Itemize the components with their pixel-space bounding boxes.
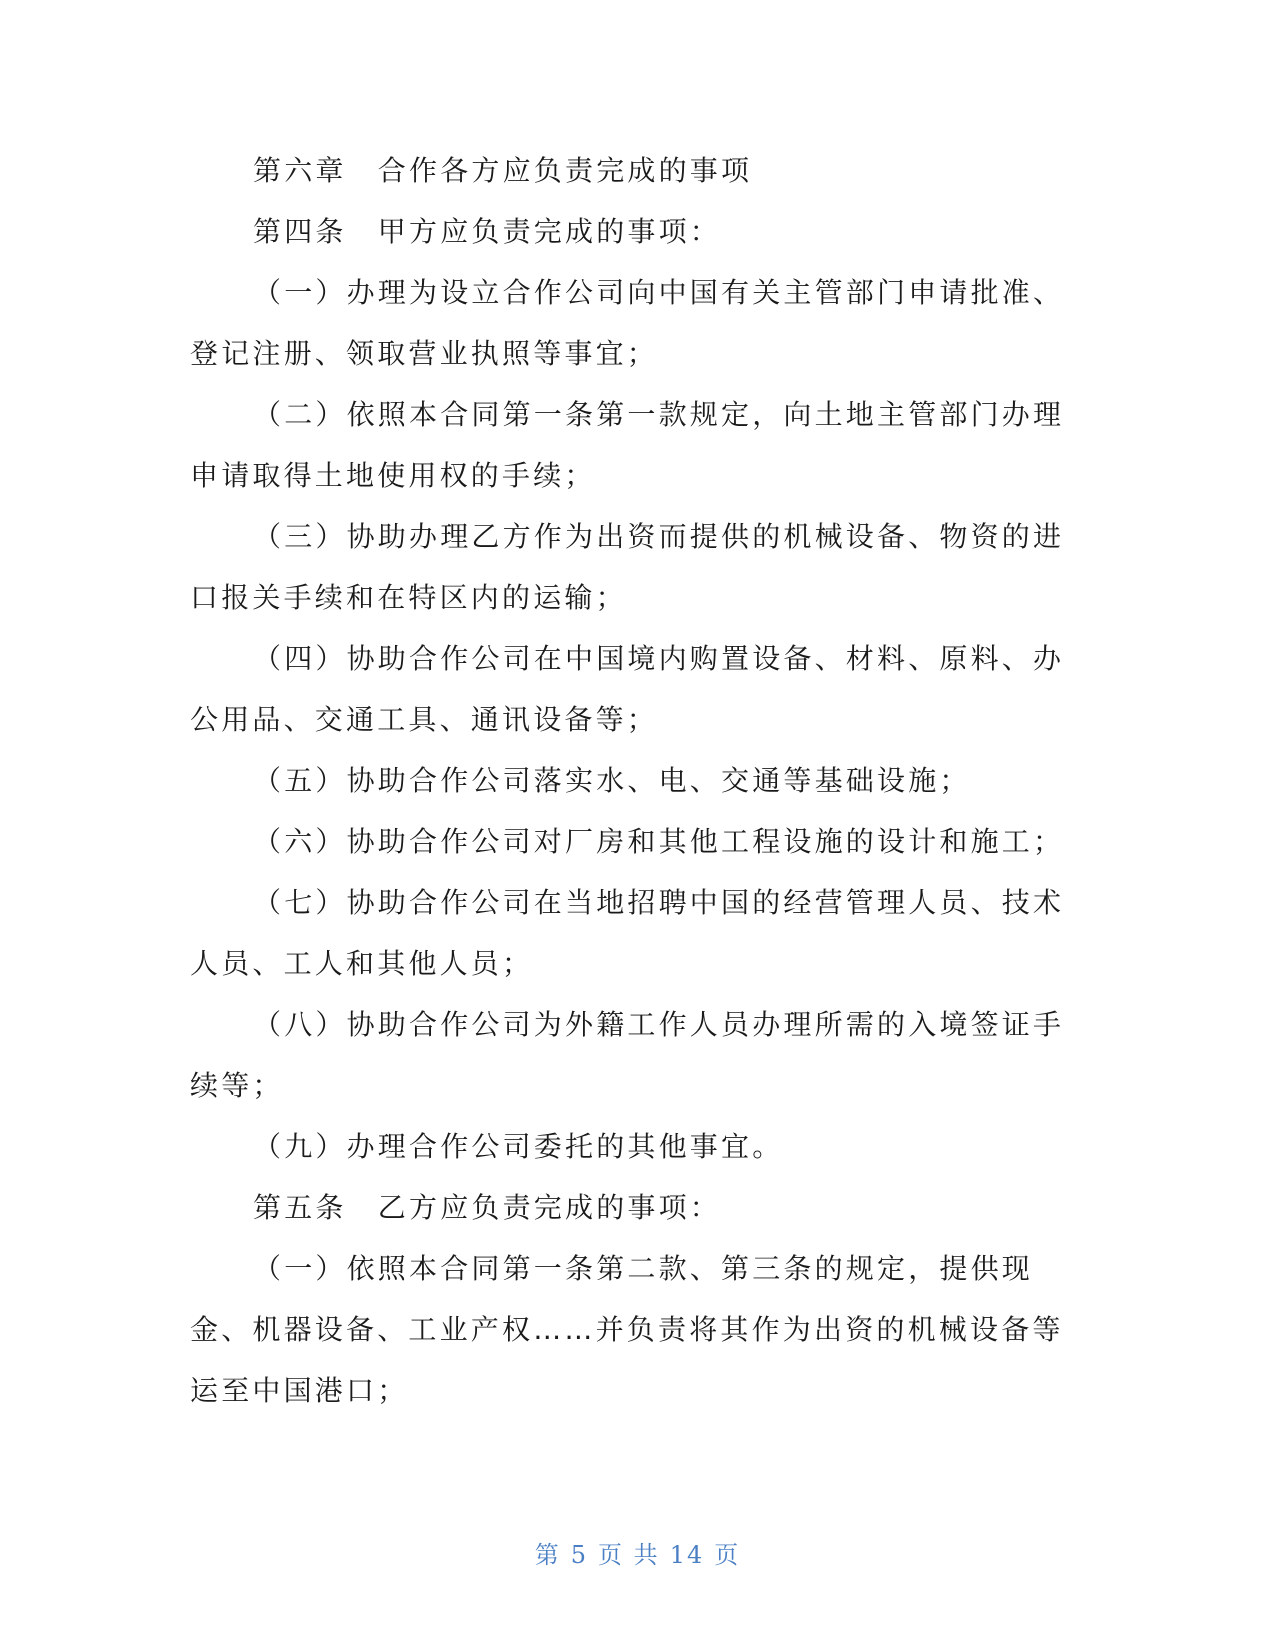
footer-prefix: 第: [534, 1541, 561, 1569]
chapter-heading: 第六章 合作各方应负责完成的事项: [253, 154, 753, 187]
article-4-item-9: （九）办理合作公司委托的其他事宜。: [253, 1130, 784, 1163]
footer-total-pages: 14: [669, 1541, 705, 1569]
article-5-item-1: （一）依照本合同第一条第二款、第三条的规定，提供现金、机器设备、工业产权……并负责将其作为出资的机械设备等运至中国港口；: [190, 1252, 1064, 1407]
article-4-item-3: （三）协助办理乙方作为出资而提供的机械设备、物资的进口报关手续和在特区内的运输；: [190, 520, 1065, 614]
article-5-heading: 第五条 乙方应负责完成的事项：: [253, 1191, 722, 1224]
article-4-item-2: （二）依照本合同第一条第一款规定，向土地主管部门办理申请取得土地使用权的手续；: [190, 398, 1065, 492]
article-4-item-5: （五）协助合作公司落实水、电、交通等基础设施；: [253, 764, 971, 797]
page-footer: [0, 1535, 1275, 1570]
footer-current-page: 5: [570, 1541, 589, 1569]
article-4-item-7: （七）协助合作公司在当地招聘中国的经营管理人员、技术人员、工人和其他人员；: [190, 886, 1065, 980]
footer-middle: 页 共: [598, 1541, 660, 1569]
article-4-item-1: （一）办理为设立合作公司向中国有关主管部门申请批准、登记注册、领取营业执照等事宜；: [190, 276, 1065, 370]
article-4-item-8: （八）协助合作公司为外籍工作人员办理所需的入境签证手续等；: [190, 1008, 1065, 1102]
article-4-heading: 第四条 甲方应负责完成的事项：: [253, 215, 722, 248]
document-body: [190, 140, 1070, 1421]
article-4-item-6: （六）协助合作公司对厂房和其他工程设施的设计和施工；: [253, 825, 1065, 858]
footer-suffix: 页: [714, 1541, 741, 1569]
article-4-item-4: （四）协助合作公司在中国境内购置设备、材料、原料、办公用品、交通工具、通讯设备等；: [190, 642, 1065, 736]
